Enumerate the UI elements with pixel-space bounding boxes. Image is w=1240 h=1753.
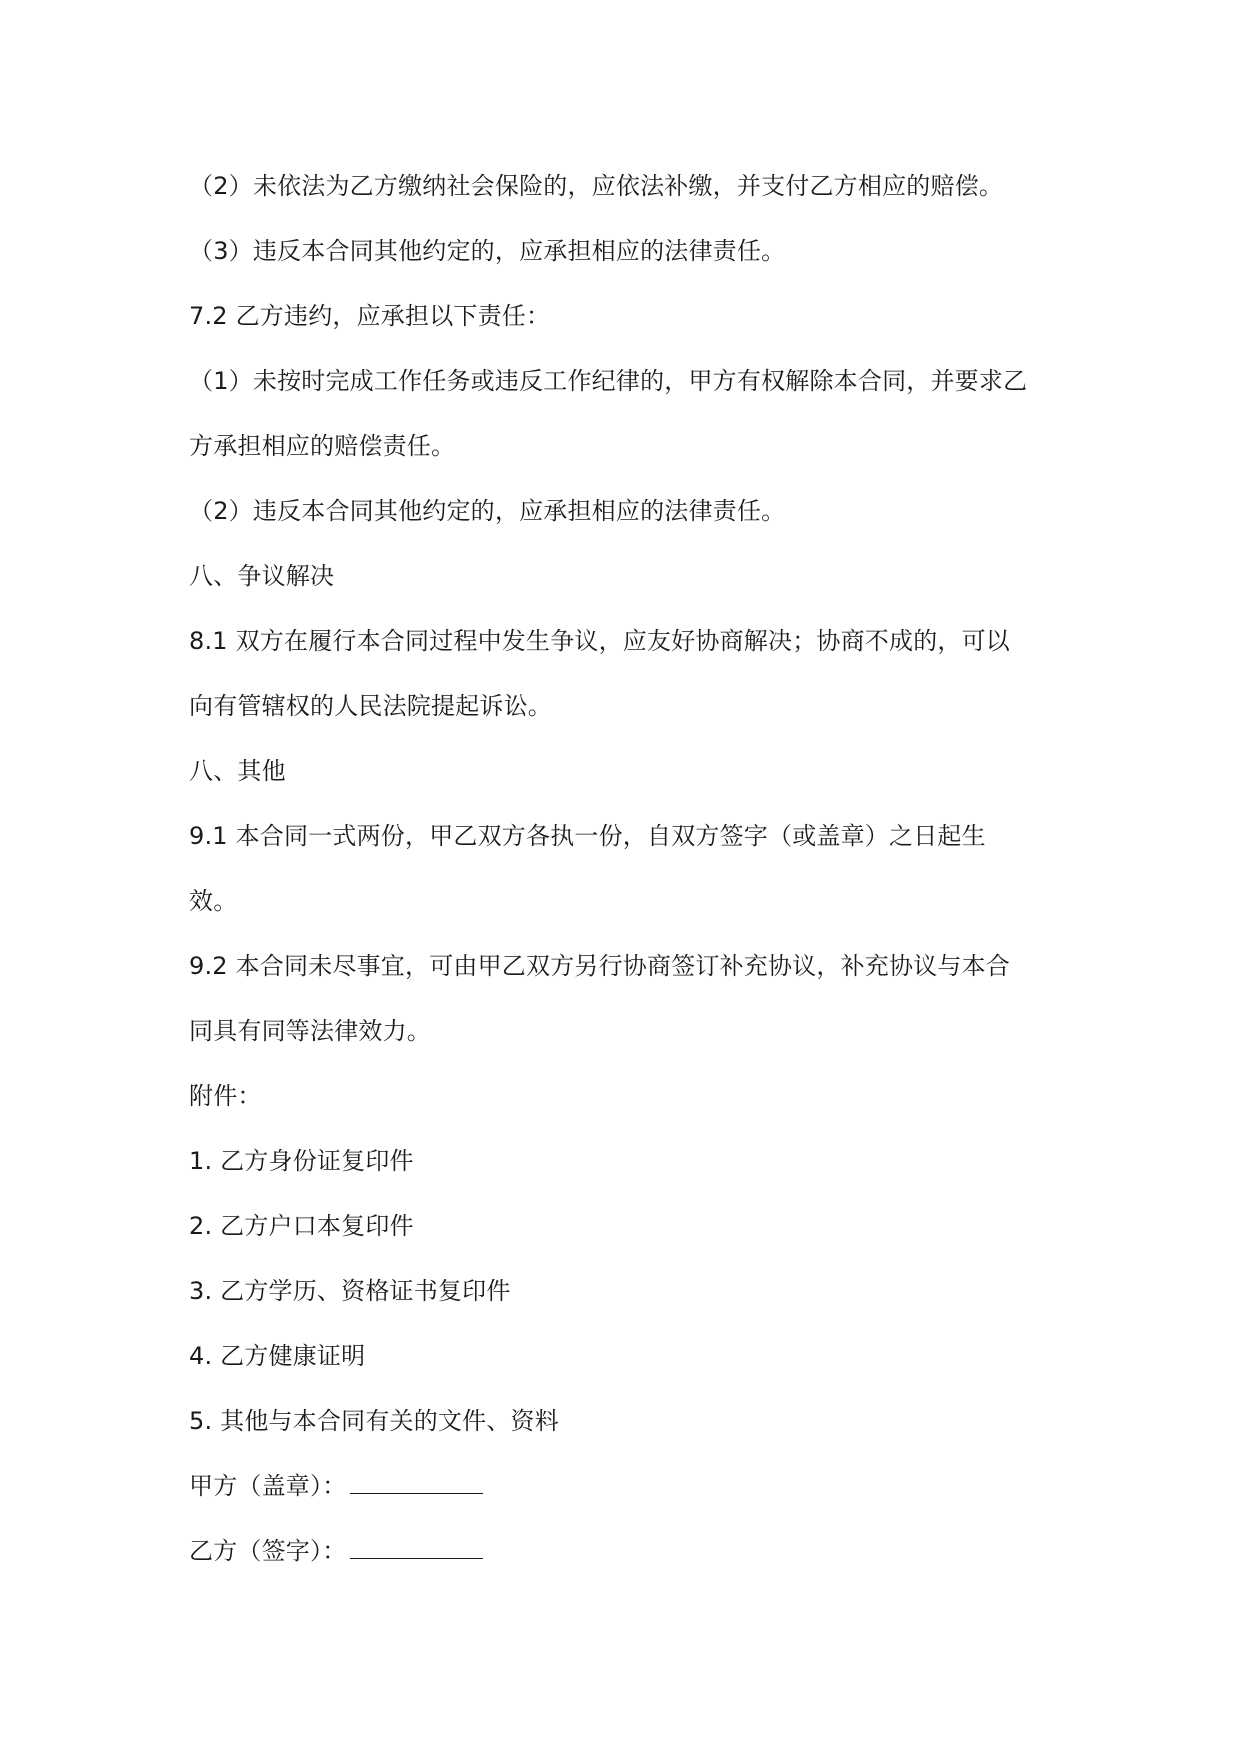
party-a-signature-blank xyxy=(350,1471,483,1494)
clause-9-1-line-1: 9.1 本合同一式两份，甲乙双方各执一份，自双方签字（或盖章）之日起生 xyxy=(189,822,986,850)
clause-7-1-item-3: （3）违反本合同其他约定的，应承担相应的法律责任。 xyxy=(189,237,786,265)
attachment-item-5: 5. 其他与本合同有关的文件、资料 xyxy=(189,1407,559,1435)
clause-7-2-heading: 7.2 乙方违约，应承担以下责任： xyxy=(189,302,551,330)
attachment-item-2: 2. 乙方户口本复印件 xyxy=(189,1212,414,1240)
clause-7-1-item-2: （2）未依法为乙方缴纳社会保险的，应依法补缴，并支付乙方相应的赔偿。 xyxy=(189,172,1004,200)
clause-7-2-item-2: （2）违反本合同其他约定的，应承担相应的法律责任。 xyxy=(189,497,786,525)
party-b-signature-label: 乙方（签字）： xyxy=(189,1537,347,1565)
clause-9-1-line-2: 效。 xyxy=(189,887,238,915)
clause-8-1-line-1: 8.1 双方在履行本合同过程中发生争议，应友好协商解决；协商不成的，可以 xyxy=(189,627,1010,655)
attachment-item-1: 1. 乙方身份证复印件 xyxy=(189,1147,414,1175)
attachments-heading: 附件： xyxy=(189,1082,262,1110)
attachment-item-4: 4. 乙方健康证明 xyxy=(189,1342,366,1370)
clause-9-2-line-2: 同具有同等法律效力。 xyxy=(189,1017,431,1045)
section-8-heading: 八、争议解决 xyxy=(189,562,335,590)
party-a-signature-label: 甲方（盖章）： xyxy=(189,1472,347,1500)
clause-7-2-item-1-line-1: （1）未按时完成工作任务或违反工作纪律的，甲方有权解除本合同，并要求乙 xyxy=(189,367,1028,395)
clause-9-2-line-1: 9.2 本合同未尽事宜，可由甲乙双方另行协商签订补充协议，补充协议与本合 xyxy=(189,952,1010,980)
party-a-signature-row xyxy=(189,1470,1069,1502)
clause-7-2-item-1-line-2: 方承担相应的赔偿责任。 xyxy=(189,432,456,460)
section-other-heading: 八、其他 xyxy=(189,757,286,785)
attachment-item-3: 3. 乙方学历、资格证书复印件 xyxy=(189,1277,511,1305)
clause-8-1-line-2: 向有管辖权的人民法院提起诉讼。 xyxy=(189,692,552,720)
party-b-signature-row xyxy=(189,1535,1069,1567)
party-b-signature-blank xyxy=(350,1536,483,1559)
